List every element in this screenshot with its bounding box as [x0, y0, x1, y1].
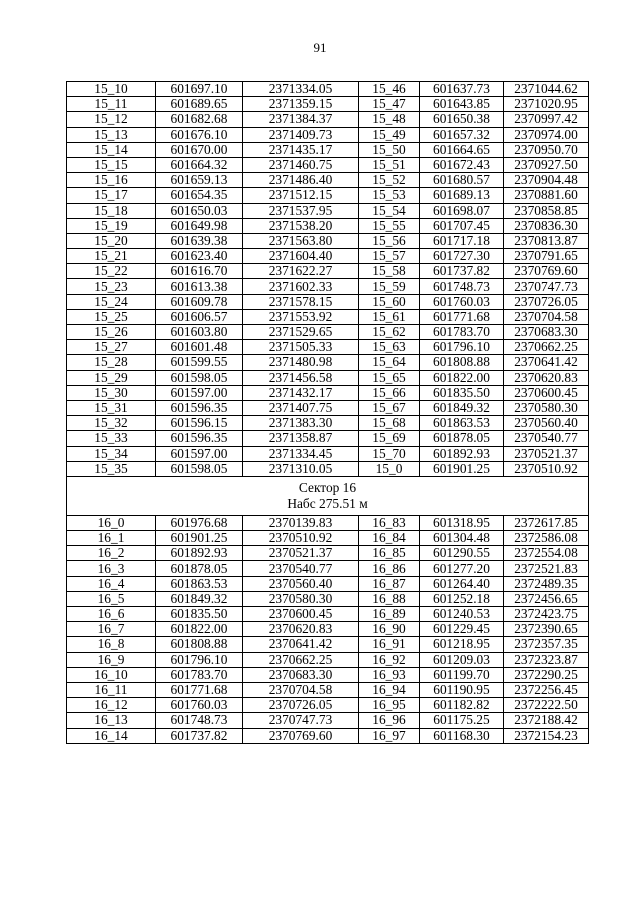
table-cell: 601796.10 [420, 340, 504, 355]
table-cell: 16_92 [359, 652, 420, 667]
table-cell: 15_11 [67, 97, 156, 112]
table-row [67, 637, 589, 652]
table-cell: 15_33 [67, 431, 156, 446]
table-cell: 601304.48 [420, 531, 504, 546]
table-cell: 15_48 [359, 112, 420, 127]
table-cell: 15_21 [67, 249, 156, 264]
table-cell: 16_7 [67, 622, 156, 637]
table-cell: 2370521.37 [243, 546, 359, 561]
table-row [67, 416, 589, 431]
table-cell: 2370641.42 [243, 637, 359, 652]
table-cell: 601190.95 [420, 682, 504, 697]
table-cell: 2371432.17 [243, 385, 359, 400]
table-row [67, 249, 589, 264]
table-cell: 601707.45 [420, 218, 504, 233]
table-cell: 15_20 [67, 233, 156, 248]
table-cell: 2371460.75 [243, 157, 359, 172]
table-cell: 2372390.65 [504, 622, 589, 637]
table-row [67, 561, 589, 576]
table-cell: 2371602.33 [243, 279, 359, 294]
table-cell: 2372222.50 [504, 698, 589, 713]
table-cell: 16_1 [67, 531, 156, 546]
table-cell: 2372456.65 [504, 591, 589, 606]
table-row [67, 142, 589, 157]
table-cell: 601616.70 [156, 264, 243, 279]
table-cell: 2370560.40 [504, 416, 589, 431]
table-cell: 2372423.75 [504, 607, 589, 622]
table-cell: 601252.18 [420, 591, 504, 606]
table-cell: 15_52 [359, 173, 420, 188]
table-cell: 601672.43 [420, 157, 504, 172]
table-row [67, 531, 589, 546]
table-cell: 2370620.83 [504, 370, 589, 385]
table-cell: 15_61 [359, 309, 420, 324]
table-cell: 15_56 [359, 233, 420, 248]
table-cell: 2372521.83 [504, 561, 589, 576]
table-cell: 601596.35 [156, 431, 243, 446]
table-cell: 16_96 [359, 713, 420, 728]
table-row [67, 515, 589, 530]
table-cell: 601168.30 [420, 728, 504, 743]
table-cell: 601822.00 [420, 370, 504, 385]
table-cell: 601717.18 [420, 233, 504, 248]
table-cell: 15_64 [359, 355, 420, 370]
table-cell: 2370769.60 [243, 728, 359, 743]
table-row [67, 431, 589, 446]
table-section-top [67, 82, 589, 477]
table-cell: 2371538.20 [243, 218, 359, 233]
table-cell: 2371578.15 [243, 294, 359, 309]
table-cell: 2372256.45 [504, 682, 589, 697]
table-cell: 2371409.73 [243, 127, 359, 142]
sector-height: Набс 275.51 м [287, 495, 368, 511]
table-cell: 2370858.85 [504, 203, 589, 218]
table-cell: 2371563.80 [243, 233, 359, 248]
table-cell: 2370683.30 [243, 667, 359, 682]
table-cell: 16_83 [359, 515, 420, 530]
table-cell: 601737.82 [420, 264, 504, 279]
table-cell: 15_47 [359, 97, 420, 112]
table-cell: 15_49 [359, 127, 420, 142]
table-cell: 2371512.15 [243, 188, 359, 203]
table-cell: 2370662.25 [243, 652, 359, 667]
table-row [67, 607, 589, 622]
table-cell: 15_26 [67, 325, 156, 340]
table-cell: 2370641.42 [504, 355, 589, 370]
table-cell: 2370791.65 [504, 249, 589, 264]
table-cell: 601878.05 [420, 431, 504, 446]
table-cell: 15_12 [67, 112, 156, 127]
table-cell: 601613.38 [156, 279, 243, 294]
table-cell: 601835.50 [156, 607, 243, 622]
table-cell: 15_69 [359, 431, 420, 446]
coordinates-table [66, 81, 589, 744]
table-cell: 601727.30 [420, 249, 504, 264]
table-row [67, 203, 589, 218]
table-cell: 2370510.92 [504, 461, 589, 476]
table-cell: 15_31 [67, 400, 156, 415]
table-cell: 601737.82 [156, 728, 243, 743]
table-cell: 15_51 [359, 157, 420, 172]
table-cell: 601240.53 [420, 607, 504, 622]
table-row [67, 667, 589, 682]
table-cell: 601863.53 [420, 416, 504, 431]
table-row [67, 652, 589, 667]
table-cell: 15_70 [359, 446, 420, 461]
table-cell: 16_91 [359, 637, 420, 652]
table-row [67, 233, 589, 248]
table-cell: 16_93 [359, 667, 420, 682]
table-cell: 601182.82 [420, 698, 504, 713]
table-cell: 2372586.08 [504, 531, 589, 546]
table-cell: 2370662.25 [504, 340, 589, 355]
table-cell: 601901.25 [420, 461, 504, 476]
table-cell: 601676.10 [156, 127, 243, 142]
table-cell: 2371310.05 [243, 461, 359, 476]
table-cell: 601670.00 [156, 142, 243, 157]
table-row [67, 188, 589, 203]
table-cell: 601597.00 [156, 385, 243, 400]
table-row [67, 294, 589, 309]
table-cell: 601808.88 [420, 355, 504, 370]
table-cell: 2370836.30 [504, 218, 589, 233]
table-cell: 2372357.35 [504, 637, 589, 652]
table-cell: 2371553.92 [243, 309, 359, 324]
table-cell: 2372154.23 [504, 728, 589, 743]
table-cell: 601783.70 [420, 325, 504, 340]
table-cell: 16_0 [67, 515, 156, 530]
table-cell: 601822.00 [156, 622, 243, 637]
table-row [67, 157, 589, 172]
table-cell: 2371334.45 [243, 446, 359, 461]
table-cell: 601849.32 [156, 591, 243, 606]
table-cell: 601599.55 [156, 355, 243, 370]
table-cell: 601218.95 [420, 637, 504, 652]
table-cell: 601598.05 [156, 461, 243, 476]
table-cell: 15_22 [67, 264, 156, 279]
table-row [67, 682, 589, 697]
table-cell: 15_65 [359, 370, 420, 385]
table-cell: 601290.55 [420, 546, 504, 561]
table-cell: 15_24 [67, 294, 156, 309]
table-cell: 15_62 [359, 325, 420, 340]
table-cell: 2370580.30 [243, 591, 359, 606]
table-cell: 2372554.08 [504, 546, 589, 561]
table-cell: 15_15 [67, 157, 156, 172]
table-cell: 601835.50 [420, 385, 504, 400]
table-cell: 2371435.17 [243, 142, 359, 157]
table-cell: 16_87 [359, 576, 420, 591]
table-cell: 15_23 [67, 279, 156, 294]
table-row [67, 728, 589, 743]
table-cell: 601892.93 [156, 546, 243, 561]
table-cell: 601603.80 [156, 325, 243, 340]
table-cell: 601606.57 [156, 309, 243, 324]
table-row [67, 264, 589, 279]
table-cell: 601199.70 [420, 667, 504, 682]
table-cell: 2371359.15 [243, 97, 359, 112]
table-row [67, 173, 589, 188]
table-cell: 601976.68 [156, 515, 243, 530]
table-cell: 601901.25 [156, 531, 243, 546]
table-cell: 15_54 [359, 203, 420, 218]
table-cell: 2372188.42 [504, 713, 589, 728]
table-cell: 15_10 [67, 82, 156, 97]
table-cell: 2372489.35 [504, 576, 589, 591]
table-cell: 2370540.77 [504, 431, 589, 446]
table-cell: 601748.73 [156, 713, 243, 728]
table-cell: 15_16 [67, 173, 156, 188]
table-cell: 601639.38 [156, 233, 243, 248]
table-cell: 601657.32 [420, 127, 504, 142]
table-cell: 601664.32 [156, 157, 243, 172]
table-cell: 601596.15 [156, 416, 243, 431]
table-cell: 601664.65 [420, 142, 504, 157]
table-cell: 15_32 [67, 416, 156, 431]
table-cell: 601229.45 [420, 622, 504, 637]
table-cell: 601697.10 [156, 82, 243, 97]
table-row [67, 591, 589, 606]
table-cell: 16_10 [67, 667, 156, 682]
table-cell: 601771.68 [420, 309, 504, 324]
table-cell: 601175.25 [420, 713, 504, 728]
table-cell: 2370704.58 [243, 682, 359, 697]
table-cell: 15_59 [359, 279, 420, 294]
table-cell: 16_90 [359, 622, 420, 637]
table-cell: 15_30 [67, 385, 156, 400]
table-row [67, 355, 589, 370]
sector-header-section [67, 476, 589, 515]
table-cell: 601659.13 [156, 173, 243, 188]
table-cell: 601623.40 [156, 249, 243, 264]
table-cell: 15_13 [67, 127, 156, 142]
table-cell: 16_8 [67, 637, 156, 652]
table-row [67, 309, 589, 324]
table-cell: 601760.03 [156, 698, 243, 713]
table-cell: 16_84 [359, 531, 420, 546]
table-cell: 15_68 [359, 416, 420, 431]
table-cell: 15_53 [359, 188, 420, 203]
table-cell: 2370540.77 [243, 561, 359, 576]
table-cell: 2370881.60 [504, 188, 589, 203]
table-cell: 601650.03 [156, 203, 243, 218]
table-cell: 15_18 [67, 203, 156, 218]
table-cell: 601643.85 [420, 97, 504, 112]
table-cell: 2371334.05 [243, 82, 359, 97]
table-cell: 16_14 [67, 728, 156, 743]
table-cell: 16_11 [67, 682, 156, 697]
table-cell: 2371486.40 [243, 173, 359, 188]
table-cell: 2370747.73 [243, 713, 359, 728]
table-cell: 601596.35 [156, 400, 243, 415]
table-cell: 15_66 [359, 385, 420, 400]
table-cell: 601209.03 [420, 652, 504, 667]
table-cell: 2371537.95 [243, 203, 359, 218]
table-row [67, 400, 589, 415]
table-cell: 601783.70 [156, 667, 243, 682]
table-cell: 601689.65 [156, 97, 243, 112]
table-section-bottom [67, 515, 589, 743]
table-cell: 15_14 [67, 142, 156, 157]
table-cell: 16_97 [359, 728, 420, 743]
table-cell: 601689.13 [420, 188, 504, 203]
table-cell: 16_5 [67, 591, 156, 606]
table-cell: 601748.73 [420, 279, 504, 294]
table-cell: 16_13 [67, 713, 156, 728]
table-cell: 2370974.00 [504, 127, 589, 142]
table-cell: 2371480.98 [243, 355, 359, 370]
table-row [67, 622, 589, 637]
table-cell: 601318.95 [420, 515, 504, 530]
table-cell: 601863.53 [156, 576, 243, 591]
table-cell: 15_0 [359, 461, 420, 476]
table-cell: 2371529.65 [243, 325, 359, 340]
table-cell: 2370950.70 [504, 142, 589, 157]
table-row [67, 370, 589, 385]
table-cell: 2370927.50 [504, 157, 589, 172]
table-cell: 601771.68 [156, 682, 243, 697]
table-row [67, 576, 589, 591]
table-cell: 601264.40 [420, 576, 504, 591]
table-cell: 601637.73 [420, 82, 504, 97]
table-cell: 2371456.58 [243, 370, 359, 385]
table-cell: 15_50 [359, 142, 420, 157]
table-cell: 2370600.45 [504, 385, 589, 400]
table-cell: 16_86 [359, 561, 420, 576]
table-cell: 2371505.33 [243, 340, 359, 355]
table-cell: 601808.88 [156, 637, 243, 652]
table-cell: 15_57 [359, 249, 420, 264]
table-row [67, 325, 589, 340]
table-cell: 601878.05 [156, 561, 243, 576]
sector-header-cell [67, 476, 589, 515]
table-row [67, 446, 589, 461]
table-cell: 2371383.30 [243, 416, 359, 431]
table-row [67, 546, 589, 561]
table-cell: 2371020.95 [504, 97, 589, 112]
table-row [67, 82, 589, 97]
table-cell: 2371358.87 [243, 431, 359, 446]
table-cell: 15_27 [67, 340, 156, 355]
table-cell: 601760.03 [420, 294, 504, 309]
table-cell: 16_88 [359, 591, 420, 606]
table-cell: 601892.93 [420, 446, 504, 461]
table-cell: 15_35 [67, 461, 156, 476]
table-row [67, 461, 589, 476]
table-row [67, 112, 589, 127]
table-cell: 2370521.37 [504, 446, 589, 461]
table-cell: 2370726.05 [504, 294, 589, 309]
table-cell: 2370769.60 [504, 264, 589, 279]
table-cell: 16_89 [359, 607, 420, 622]
table-row [67, 97, 589, 112]
table-cell: 2370704.58 [504, 309, 589, 324]
table-cell: 15_17 [67, 188, 156, 203]
table-cell: 601682.68 [156, 112, 243, 127]
table-cell: 2371407.75 [243, 400, 359, 415]
table-cell: 16_9 [67, 652, 156, 667]
table-cell: 601796.10 [156, 652, 243, 667]
table-row [67, 218, 589, 233]
table-cell: 601680.57 [420, 173, 504, 188]
table-cell: 2370139.83 [243, 515, 359, 530]
table-cell: 15_55 [359, 218, 420, 233]
table-row [67, 127, 589, 142]
table-cell: 15_29 [67, 370, 156, 385]
table-cell: 15_46 [359, 82, 420, 97]
table-cell: 2372323.87 [504, 652, 589, 667]
table-cell: 15_63 [359, 340, 420, 355]
sector-title: Сектор 16 [298, 479, 357, 495]
table-cell: 2371622.27 [243, 264, 359, 279]
table-cell: 601649.98 [156, 218, 243, 233]
table-cell: 2370620.83 [243, 622, 359, 637]
table-cell: 16_12 [67, 698, 156, 713]
table-cell: 2370510.92 [243, 531, 359, 546]
table-cell: 16_4 [67, 576, 156, 591]
table-cell: 2370904.48 [504, 173, 589, 188]
table-cell: 2371604.40 [243, 249, 359, 264]
table-cell: 601597.00 [156, 446, 243, 461]
table-cell: 2372617.85 [504, 515, 589, 530]
table-cell: 2370580.30 [504, 400, 589, 415]
table-cell: 15_34 [67, 446, 156, 461]
table-cell: 601849.32 [420, 400, 504, 415]
table-cell: 15_28 [67, 355, 156, 370]
table-cell: 16_95 [359, 698, 420, 713]
page-number: 91 [313, 40, 327, 55]
table-cell: 16_2 [67, 546, 156, 561]
table-cell: 601698.07 [420, 203, 504, 218]
table-cell: 601650.38 [420, 112, 504, 127]
table-cell: 2370726.05 [243, 698, 359, 713]
table-cell: 2370683.30 [504, 325, 589, 340]
table-cell: 16_6 [67, 607, 156, 622]
table-row [67, 713, 589, 728]
table-cell: 15_67 [359, 400, 420, 415]
table-row [67, 279, 589, 294]
table-cell: 601609.78 [156, 294, 243, 309]
table-cell: 2371044.62 [504, 82, 589, 97]
table-cell: 2372290.25 [504, 667, 589, 682]
sector-header-row [67, 476, 589, 515]
table-cell: 16_85 [359, 546, 420, 561]
table-cell: 2370747.73 [504, 279, 589, 294]
table-cell: 601598.05 [156, 370, 243, 385]
table-cell: 601277.20 [420, 561, 504, 576]
table-cell: 2370600.45 [243, 607, 359, 622]
table-cell: 601601.48 [156, 340, 243, 355]
table-cell: 15_58 [359, 264, 420, 279]
table-row [67, 385, 589, 400]
table-cell: 16_94 [359, 682, 420, 697]
table-cell: 16_3 [67, 561, 156, 576]
table-row [67, 340, 589, 355]
table-cell: 2370560.40 [243, 576, 359, 591]
table-cell: 15_60 [359, 294, 420, 309]
table-cell: 15_25 [67, 309, 156, 324]
table-cell: 15_19 [67, 218, 156, 233]
table-cell: 2370813.87 [504, 233, 589, 248]
table-cell: 2370997.42 [504, 112, 589, 127]
table-row [67, 698, 589, 713]
table-cell: 2371384.37 [243, 112, 359, 127]
table-cell: 601654.35 [156, 188, 243, 203]
